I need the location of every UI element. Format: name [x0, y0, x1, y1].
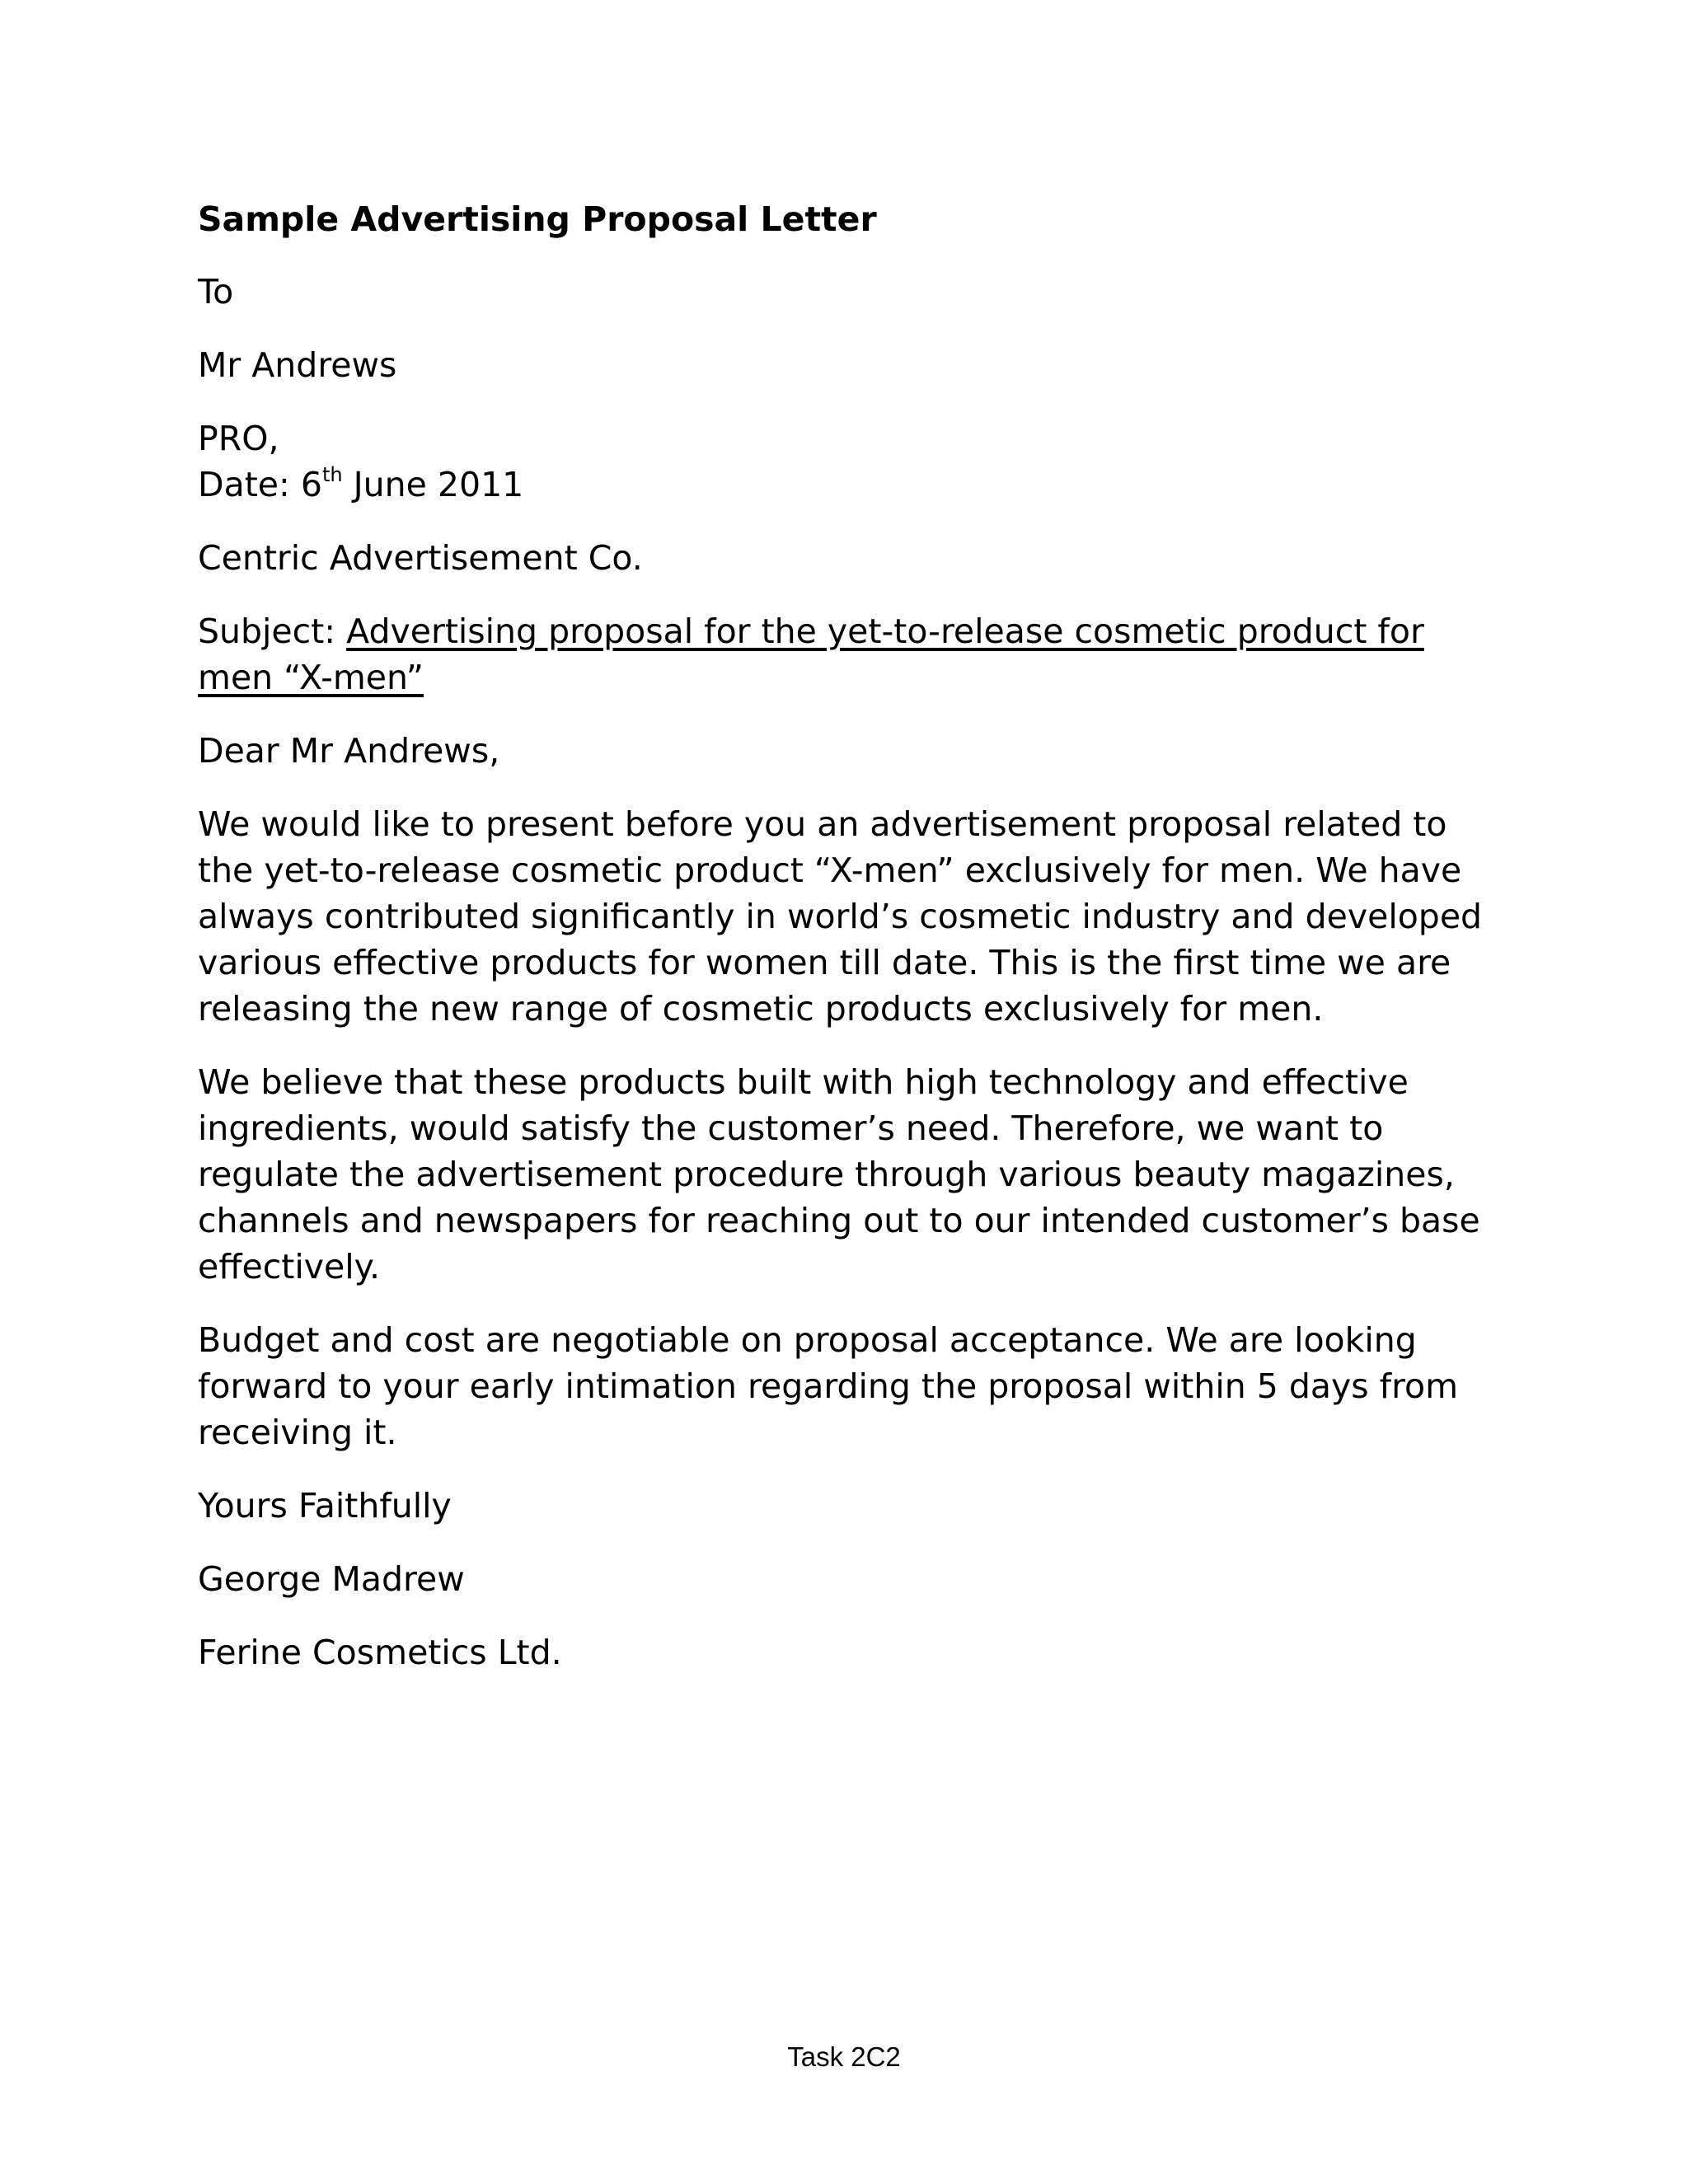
letter-title: Sample Advertising Proposal Letter	[198, 199, 877, 239]
subject-label: Subject:	[198, 612, 347, 651]
page-footer: Task 2C2	[787, 2041, 901, 2072]
letter-page	[198, 196, 1500, 1703]
body-paragraph-3: Budget and cost are negotiable on proposal acceptance. We are looking forward to your early intimation regarding the proposal within 5 days from receiving it.	[198, 1320, 1459, 1452]
salutation-to: To	[198, 272, 234, 312]
letter-date	[198, 462, 1500, 508]
recipient-role: PRO,	[198, 419, 279, 458]
sender-company: Ferine Cosmetics Ltd.	[198, 1633, 562, 1672]
subject-line	[198, 608, 1500, 701]
greeting: Dear Mr Andrews,	[198, 731, 500, 771]
subject-text: Advertising proposal for the yet-to-release cosmetic product for men “X-men”	[198, 612, 1424, 697]
recipient-company: Centric Advertisement Co.	[198, 538, 643, 578]
body-paragraph-1: We would like to present before you an advertisement proposal related to the yet-to-release cosmetic product “X-men” exclusively for men. We have always contributed significantly in world’s cosmetic industry and developed various effective products for women till date. This is the first time we are releasing the new range of cosmetic products exclusively for men.	[198, 804, 1483, 1029]
recipient-name: Mr Andrews	[198, 345, 397, 385]
closing: Yours Faithfully	[198, 1486, 452, 1526]
sender-name: George Madrew	[198, 1559, 465, 1599]
body-paragraph-2: We believe that these products built with high technology and effective ingredients, would satisfy the customer’s need. Therefore, we want to regulate the advertisement procedure through various beauty magazines, channels and newspapers for reaching out to our intended customer’s base effectively.	[198, 1062, 1480, 1286]
date-rest: June 2011	[342, 465, 524, 504]
date-label: Date: 6	[198, 465, 322, 504]
date-suffix: th	[321, 463, 343, 486]
